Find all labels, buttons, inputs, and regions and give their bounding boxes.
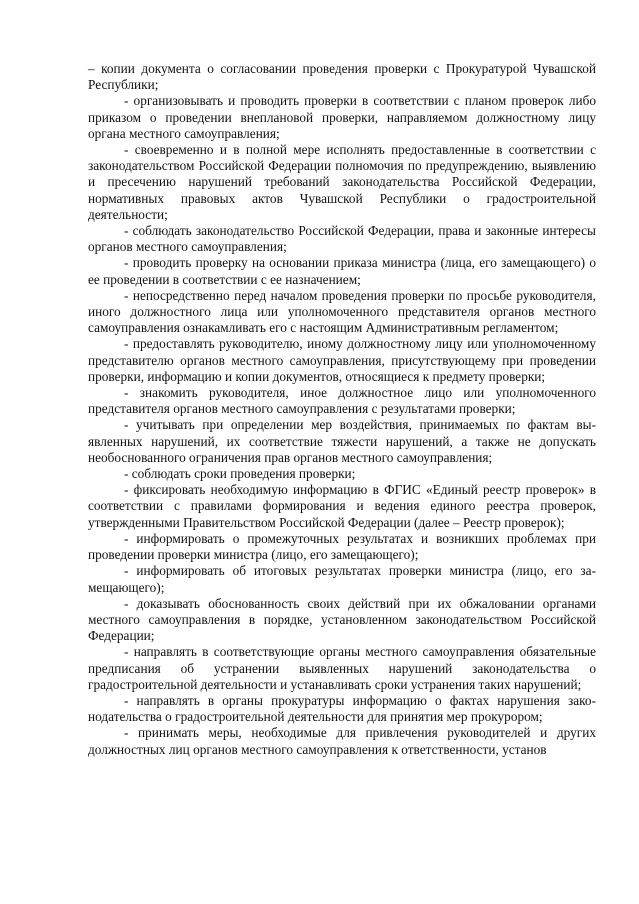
paragraph-4: - соблюдать законодательство Российской Федерации, права и законные интересы органов местного самоуправления; <box>88 223 596 255</box>
paragraph-2: - организовывать и проводить проверки в соответствии с планом проверок либо приказом о проведении внеплановой проверки, направляемом должностному лицу органа местного самоуправления; <box>88 93 596 141</box>
paragraph-1: – копии документа о согласовании проведения проверки с Прокуратурой Чувашской Республики; <box>88 61 596 93</box>
paragraph-5: - проводить проверку на основании приказа министра (лица, его замещающего) о ее проведении в соответствии с ее назначением; <box>88 255 596 287</box>
paragraph-14: - доказывать обоснованность своих действий при их обжаловании органами местного самоуправления в порядке, установленном законодательством Российской Федерации; <box>88 595 596 644</box>
paragraph-6: - непосредственно перед началом проведения проверки по просьбе руководителя, иного должностного лица или уполномоченного представителя органов местного самоуправления ознакамливать его с настоящим Административным регламентом; <box>88 287 596 336</box>
paragraph-13: - информировать об итоговых результатах проверки министра (лицо, его замещающего); <box>88 563 596 595</box>
paragraph-15: - направлять в соответствующие органы местного самоуправления обязательные предписания об устранении выявленных нарушений законодательства о градостроительной деятельности и устанавливать сроки устранения таких нарушений; <box>88 644 596 692</box>
paragraph-12: - информировать о промежуточных результатах и возникших проблемах при проведении проверки министра (лицо, его замещающего); <box>88 530 596 563</box>
paragraph-7: - предоставлять руководителю, иному должностному лицу или уполномоченному представителю органов местного самоуправления, присутствующему при проведении проверки, информацию и копии документов, относящиеся к предмету проверки; <box>88 336 596 384</box>
paragraph-10: - соблюдать сроки проведения проверки; <box>124 466 356 482</box>
paragraph-9: - учитывать при определении мер воздействия, принимаемых по фактам выявленных нарушений, их соответствие тяжести нарушений, а также не допускать необоснованного ограничения прав органов местного самоуправления; <box>88 417 596 465</box>
paragraph-16: - направлять в органы прокуратуры информацию о фактах нарушения законодательства о градостроительной деятельности для принятия мер прокурором; <box>88 692 596 725</box>
paragraph-3: - своевременно и в полной мере исполнять предоставленные в соответствии с законодательством Российской Федерации полномочия по предупреждению, выявлению и пресечению нарушений требований законодательства Российской Федерации, нормативных правовых актов Чувашской Республики о градостроительной деятельности; <box>88 142 596 222</box>
document-page <box>88 61 596 758</box>
paragraph-8: - знакомить руководителя, иное должностное лицо или уполномоченного представителя органов местного самоуправления с результатами проверки; <box>88 385 596 417</box>
paragraph-11: - фиксировать необходимую информацию в ФГИС «Единый реестр проверок» в соответствии с правилами формирования и ведения единого реестра проверок, утвержденными Правительством Российской Федерации (далее – Реестр проверок); <box>88 482 596 530</box>
paragraph-17: - принимать меры, необходимые для привлечения руководителей и других должностных лиц органов местного самоуправления к ответственности, установ <box>88 725 596 757</box>
